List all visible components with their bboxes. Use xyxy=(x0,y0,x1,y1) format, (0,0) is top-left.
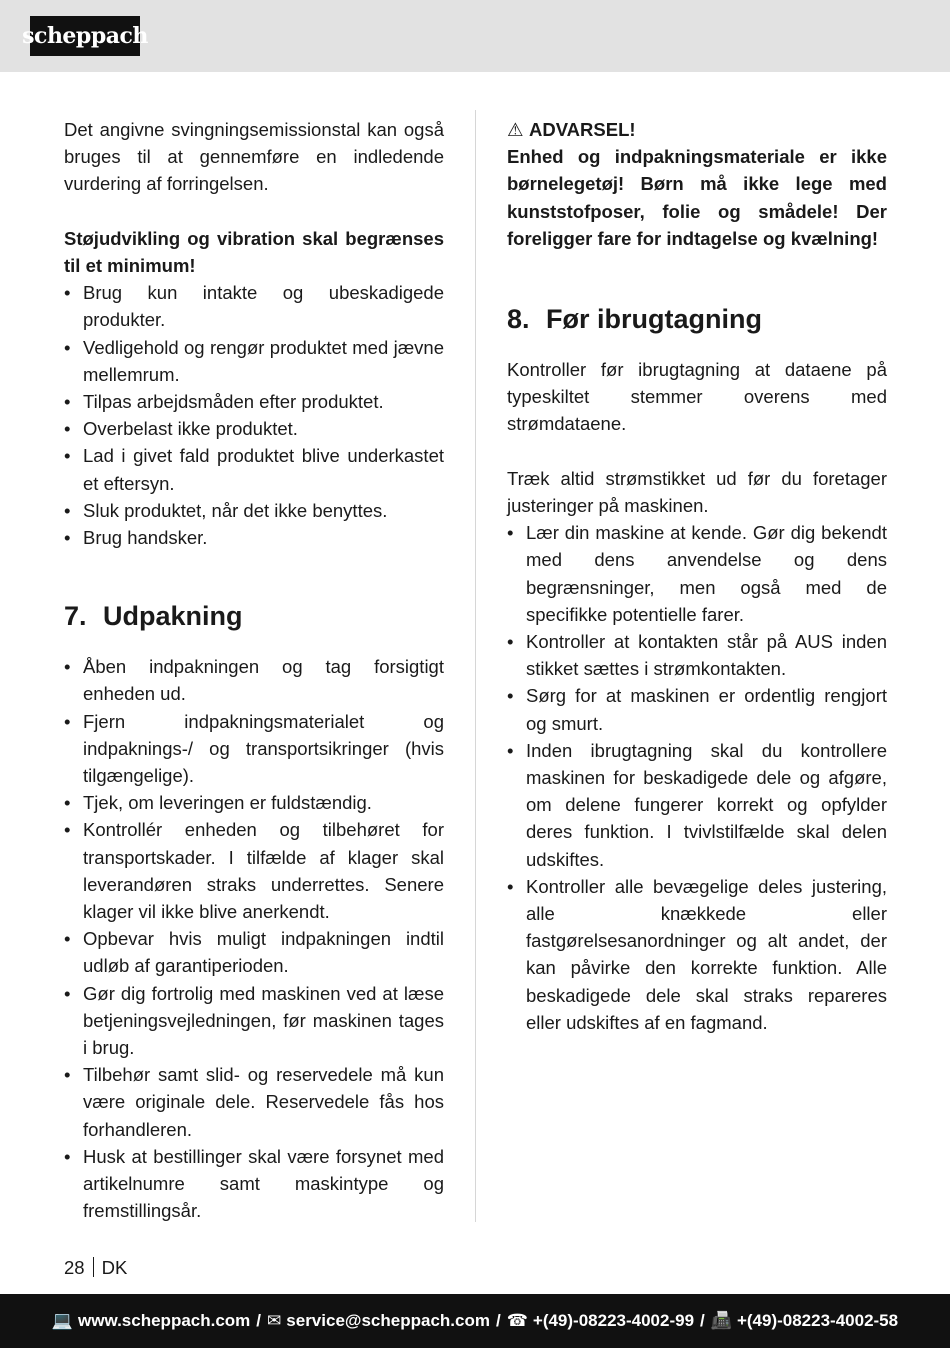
scheppach-logo: scheppach xyxy=(30,16,140,56)
list-item: • Tilpas arbejdsmåden efter produktet. xyxy=(64,388,444,415)
unpack-list xyxy=(64,653,444,1224)
vibration-heading: Støjudvikling og vibration skal begrænses til et minimum! xyxy=(64,227,444,276)
section-title: Før ibrugtagning xyxy=(546,304,762,335)
left-column xyxy=(64,116,444,1225)
list-item: • Kontroller at kontakten står på AUS inden stikket sættes i strømkontakten. xyxy=(507,628,887,682)
list-item: • Kontrollér enheden og tilbehøret for transportskader. I tilfælde af klager skal leverandøren straks underrettes. Senere klager vil ikke blive anerkendt. xyxy=(64,816,444,925)
list-item: • Sluk produktet, når det ikke benyttes. xyxy=(64,497,444,524)
vibration-list xyxy=(64,279,444,551)
list-item: • Overbelast ikke produktet. xyxy=(64,415,444,442)
list-item: • Vedligehold og rengør produktet med jævne mellemrum. xyxy=(64,334,444,388)
list-item: • Brug kun intakte og ubeskadigede produkter. xyxy=(64,279,444,333)
column-divider xyxy=(475,110,476,1222)
list-item: • Inden ibrugtagning skal du kontrollere maskinen for beskadigede dele og afgøre, om delene fungerer korrekt og opfylder deres funktion. I tvivlstilfælde skal delen udskiftes. xyxy=(507,737,887,873)
section-8-heading xyxy=(507,302,887,336)
phone-icon: ☎ xyxy=(506,1311,528,1330)
intro-paragraph: Det angivne svingningsemissionstal kan også bruges til at gennemføre en indledende vurdering af forringelsen. xyxy=(64,119,444,195)
fax-number: +(49)-08223-4002-58 xyxy=(736,1311,899,1330)
section-title: Udpakning xyxy=(103,601,243,632)
list-item: • Sørg for at maskinen er ordentlig rengjort og smurt. xyxy=(507,682,887,736)
paragraph: Kontroller før ibrugtagning at dataene på typeskiltet stemmer overens med strømdataene. xyxy=(507,359,887,435)
section-number: 7. xyxy=(64,601,87,632)
warning-title: ⚠ ADVARSEL! xyxy=(507,116,887,143)
website-link[interactable]: www.scheppach.com xyxy=(78,1311,251,1330)
section-number: 8. xyxy=(507,304,530,335)
mail-icon: ✉ xyxy=(267,1311,282,1330)
email-link[interactable]: service@scheppach.com xyxy=(286,1311,490,1330)
page-number: 28 DK xyxy=(64,1257,128,1278)
list-item: • Åben indpakningen og tag forsigtigt enheden ud. xyxy=(64,653,444,707)
right-column xyxy=(507,116,887,1036)
page-footer: 💻 www.scheppach.com / ✉ service@scheppach.com / ☎ +(49)-08223-4002-99 / 📠 +(49)-08223-4002-58 xyxy=(0,1294,950,1348)
list-item: • Lad i givet fald produktet blive underkastet et eftersyn. xyxy=(64,442,444,496)
phone-number: +(49)-08223-4002-99 xyxy=(532,1311,695,1330)
list-item: • Tjek, om leveringen er fuldstændig. xyxy=(64,789,444,816)
section-7-heading xyxy=(64,599,444,633)
list-item: • Kontroller alle bevægelige deles justering, alle knækkede eller fastgørelsesanordninger og alt andet, der kan påvirke den korrekte funktion. Alle beskadigede dele skal straks repareres eller udskiftes af en fagmand. xyxy=(507,873,887,1036)
list-item: • Fjern indpakningsmaterialet og indpaknings-/ og transportsikringer (hvis tilgængelige). xyxy=(64,708,444,790)
list-item: • Husk at bestillinger skal være forsynet med artikelnumre samt maskintype og fremstillingsår. xyxy=(64,1143,444,1225)
warning-text: Enhed og indpakningsmateriale er ikke børnelegetøj! Børn må ikke lege med kunststofposer, folie og smådele! Der foreligger fare for indtagelse og kvælning! xyxy=(507,146,887,249)
paragraph: Træk altid strømstikket ud før du foretager justeringer på maskinen. xyxy=(507,467,887,517)
list-item: • Tilbehør samt slid- og reservedele må kun være originale dele. Reservedele fås hos forhandleren. xyxy=(64,1061,444,1143)
computer-icon: 💻 xyxy=(51,1311,74,1330)
list-item: • Lær din maskine at kende. Gør dig bekendt med dens anvendelse og dens begrænsninger, men også med de specifikke potentielle farer. xyxy=(507,519,887,628)
list-item: • Opbevar hvis muligt indpakningen indtil udløb af garantiperioden. xyxy=(64,925,444,979)
list-item: • Gør dig fortrolig med maskinen ved at læse betjeningsvejledningen, før maskinen tages i brug. xyxy=(64,980,444,1062)
checklist xyxy=(507,519,887,1036)
list-item: • Brug handsker. xyxy=(64,524,444,551)
page-header xyxy=(0,0,950,72)
fax-icon: 📠 xyxy=(710,1311,732,1330)
warning-icon: ⚠ xyxy=(507,119,524,140)
